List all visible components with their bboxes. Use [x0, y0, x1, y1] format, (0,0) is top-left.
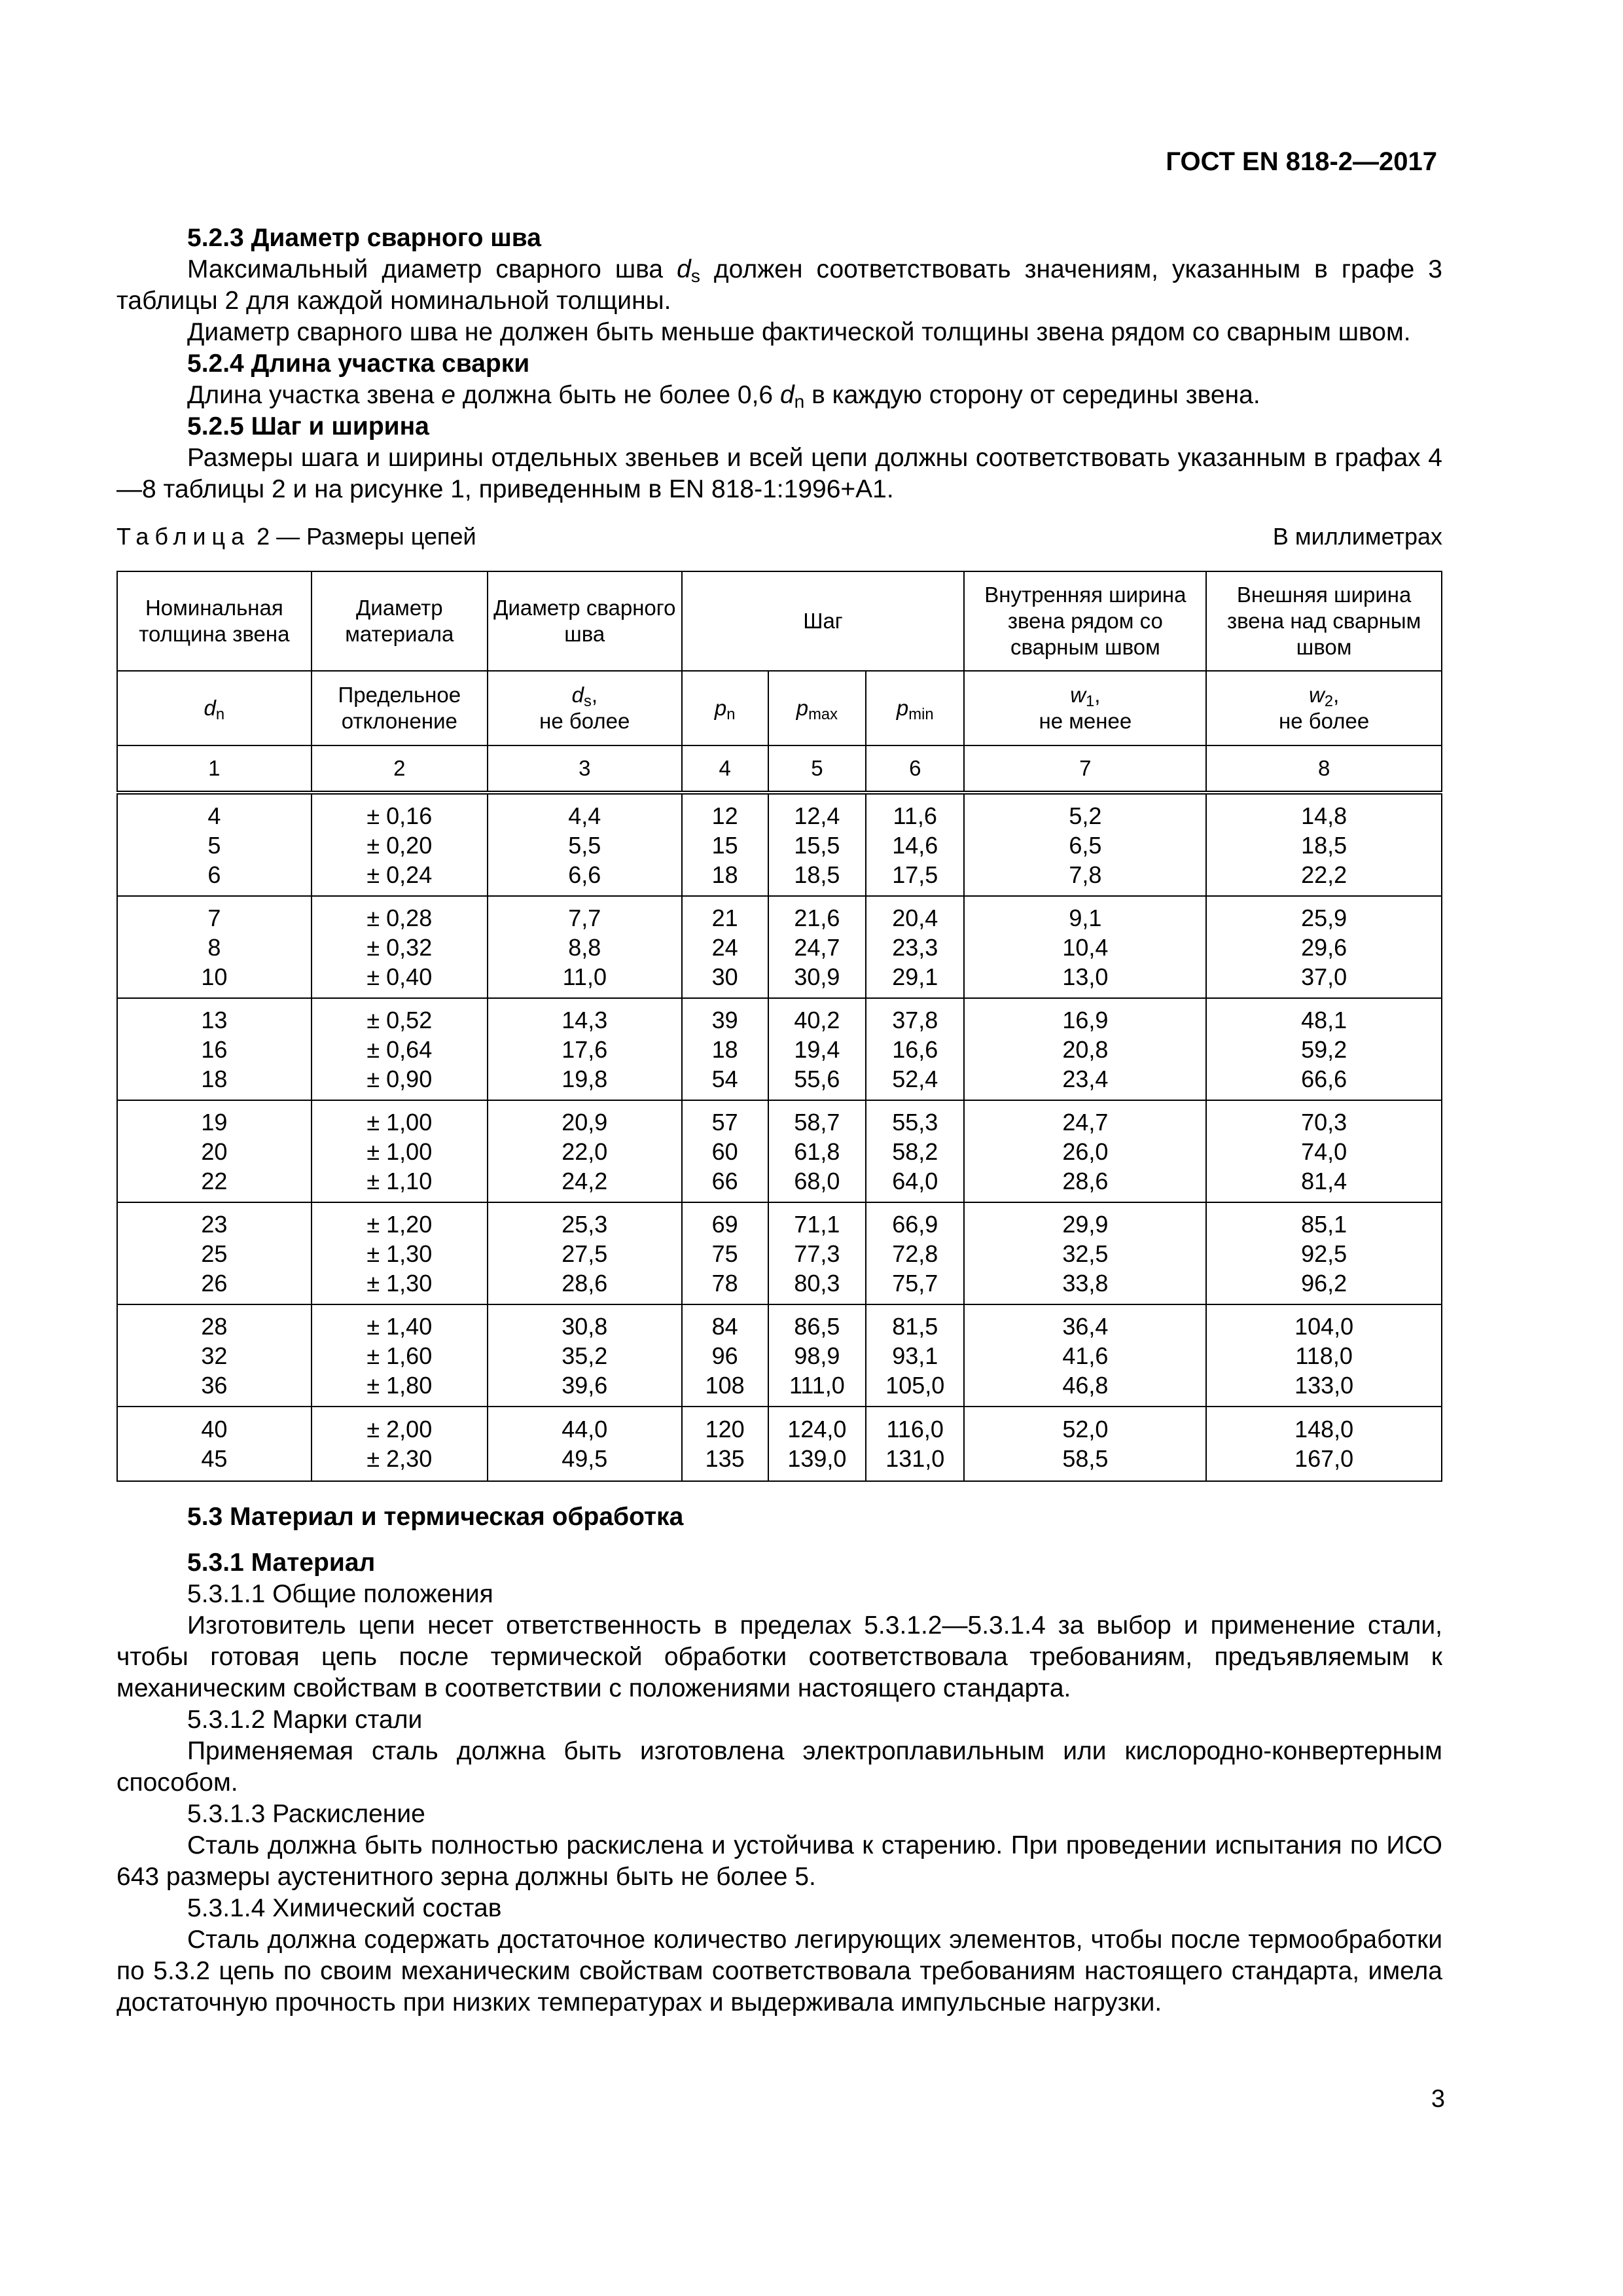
cell-value: 49,5 — [562, 1445, 608, 1472]
cell-value: 23 — [201, 1210, 228, 1238]
table-cell — [682, 793, 768, 896]
subsection-title-5-3-1-2: 5.3.1.2 Марки стали — [187, 1706, 423, 1734]
cell-value: 10,4 — [1062, 933, 1109, 961]
table-cell — [312, 1202, 488, 1304]
table-cell — [312, 896, 488, 998]
cell-value: 80,3 — [794, 1269, 840, 1297]
cell-value: 21,6 — [794, 904, 840, 931]
table-cell — [117, 793, 312, 896]
cell-value: ± 1,30 — [366, 1240, 433, 1267]
cell-value: 139,0 — [787, 1445, 847, 1472]
cell-value: 7,8 — [1069, 861, 1102, 888]
table-cell — [1206, 1304, 1442, 1407]
cell-value: 48,1 — [1301, 1006, 1347, 1033]
cell-value: ± 1,80 — [366, 1371, 433, 1399]
cell-value: 23,4 — [1062, 1065, 1109, 1092]
header-w1: $w_1$, не менее — [964, 671, 1206, 745]
table-cell — [768, 998, 866, 1100]
cell-value: 28,6 — [562, 1269, 608, 1297]
cell-value: 11,0 — [562, 963, 607, 990]
header-dn: $d_n$ — [117, 671, 312, 745]
cell-value: 81,4 — [1301, 1167, 1347, 1194]
cell-value: 72,8 — [892, 1240, 938, 1267]
cell-value: 12,4 — [794, 802, 840, 829]
header-inner-width: Внутренняя ширина звена рядом со сварным швом — [964, 571, 1206, 671]
cell-value: 27,5 — [562, 1240, 608, 1267]
cell-value: 23,3 — [892, 933, 938, 961]
table-cell — [117, 1407, 312, 1481]
cell-value: 69 — [711, 1210, 738, 1238]
cell-value: 28,6 — [1062, 1167, 1109, 1194]
header-ds: $d_s$, не более — [488, 671, 682, 745]
cell-value: 71,1 — [794, 1210, 840, 1238]
cell-value: 28 — [201, 1312, 228, 1340]
header-nominal-thickness: Номинальная толщина звена — [117, 571, 312, 671]
section-5-2-3-paragraph-2: Диаметр сварного шва не должен быть меньше фактической толщины звена рядом со сварным швом. — [187, 318, 1411, 346]
cell-value: 131,0 — [885, 1445, 945, 1472]
cell-value: 14,3 — [562, 1006, 608, 1033]
table-cell — [866, 1304, 964, 1407]
cell-value: 25,3 — [562, 1210, 608, 1238]
cell-value: ± 0,90 — [366, 1065, 433, 1092]
cell-value: ± 2,30 — [366, 1445, 433, 1472]
cell-value: 22,2 — [1301, 861, 1347, 888]
table-cell — [768, 1100, 866, 1202]
cell-value: 39,6 — [562, 1371, 608, 1399]
cell-value: 24,2 — [562, 1167, 608, 1194]
cell-value: 66,6 — [1301, 1065, 1347, 1092]
table-row-group — [117, 1202, 1442, 1304]
table-cell — [866, 896, 964, 998]
cell-value: 36,4 — [1062, 1312, 1109, 1340]
column-number: 3 — [488, 745, 682, 793]
cell-value: 25 — [201, 1240, 228, 1267]
column-number: 2 — [312, 745, 488, 793]
cell-value: ± 2,00 — [366, 1416, 433, 1443]
cell-value: 33,8 — [1062, 1269, 1109, 1297]
cell-value: 14,6 — [892, 831, 938, 859]
header-pmin: $p_{min}$ — [866, 671, 964, 745]
table-cell — [768, 1304, 866, 1407]
table-cell — [117, 1100, 312, 1202]
cell-value: 74,0 — [1301, 1138, 1347, 1165]
header-pn: $p_n$ — [682, 671, 768, 745]
cell-value: 104,0 — [1294, 1312, 1354, 1340]
cell-value: 58,5 — [1062, 1445, 1109, 1472]
table-cell — [117, 1304, 312, 1407]
table-cell — [768, 1407, 866, 1481]
cell-value: 13,0 — [1062, 963, 1109, 990]
cell-value: 135 — [705, 1445, 745, 1472]
cell-value: 5,2 — [1069, 802, 1102, 829]
page-number: 3 — [1431, 2085, 1445, 2113]
cell-value: 4,4 — [568, 802, 601, 829]
table-cell — [682, 1407, 768, 1481]
cell-value: 18 — [711, 1035, 738, 1063]
table-cell — [866, 998, 964, 1100]
table-cell — [312, 1100, 488, 1202]
cell-value: ± 1,20 — [366, 1210, 433, 1238]
table-cell — [682, 1304, 768, 1407]
cell-value: 15,5 — [794, 831, 840, 859]
cell-value: 55,6 — [794, 1065, 840, 1092]
cell-value: 24 — [711, 933, 738, 961]
cell-value: 32,5 — [1062, 1240, 1109, 1267]
table-cell — [312, 998, 488, 1100]
table-cell — [1206, 1100, 1442, 1202]
cell-value: 52,0 — [1062, 1416, 1109, 1443]
cell-value: 124,0 — [787, 1416, 847, 1443]
cell-value: 29,1 — [892, 963, 938, 990]
cell-value: 16,9 — [1062, 1006, 1109, 1033]
cell-value: 19 — [201, 1108, 228, 1136]
cell-value: 120 — [705, 1416, 745, 1443]
cell-value: 148,0 — [1294, 1416, 1354, 1443]
cell-value: 6,6 — [568, 861, 601, 888]
table-row-group — [117, 1407, 1442, 1481]
cell-value: ± 1,00 — [366, 1108, 433, 1136]
cell-value: 6 — [207, 861, 221, 888]
table-cell — [768, 1202, 866, 1304]
cell-value: 18,5 — [794, 861, 840, 888]
cell-value: 75 — [711, 1240, 738, 1267]
cell-value: 116,0 — [886, 1416, 944, 1443]
cell-value: 18 — [201, 1065, 228, 1092]
header-w2: $w_2$, не более — [1206, 671, 1442, 745]
cell-value: 85,1 — [1301, 1210, 1347, 1238]
subsection-title-5-3-1-4: 5.3.1.4 Химический состав — [187, 1894, 502, 1922]
cell-value: 24,7 — [1062, 1108, 1109, 1136]
table-cell — [488, 998, 682, 1100]
cell-value: 35,2 — [562, 1342, 608, 1369]
cell-value: 20 — [201, 1138, 228, 1165]
cell-value: 75,7 — [892, 1269, 938, 1297]
table-cell — [488, 1100, 682, 1202]
cell-value: 41,6 — [1062, 1342, 1109, 1369]
header-outer-width: Внешняя ширина звена над сварным швом — [1206, 571, 1442, 671]
cell-value: 167,0 — [1294, 1445, 1354, 1472]
cell-value: 39 — [711, 1006, 738, 1033]
table-cell — [866, 1407, 964, 1481]
table-cell — [1206, 793, 1442, 896]
cell-value: 6,5 — [1069, 831, 1102, 859]
cell-value: 19,4 — [794, 1035, 840, 1063]
table-cell — [682, 896, 768, 998]
subsection-text-5-3-1-1: Изготовитель цепи несет ответственность в пределах 5.3.1.2—5.3.1.4 за выбор и применение стали, чтобы готовая цепь после термической обработки соответствовала требованиям, предъявляемым к механическим свойствам в соответствии с положениями настоящего стандарта. — [116, 1611, 1442, 1702]
cell-value: 5 — [207, 831, 221, 859]
table-cell — [682, 998, 768, 1100]
section-heading-5-2-3: 5.2.3 Диаметр сварного шва — [187, 224, 541, 252]
table-cell — [682, 1202, 768, 1304]
table-caption-row — [116, 522, 1442, 551]
cell-value: ± 0,32 — [366, 933, 433, 961]
table-cell — [117, 998, 312, 1100]
cell-value: 25,9 — [1301, 904, 1347, 931]
cell-value: 44,0 — [562, 1416, 608, 1443]
cell-value: ± 0,24 — [366, 861, 433, 888]
table-row-group — [117, 1304, 1442, 1407]
document-body — [116, 223, 1442, 2018]
document-code: ГОСТ EN 818-2—2017 — [1166, 147, 1437, 176]
cell-value: 4 — [207, 802, 221, 829]
table-cell — [866, 1202, 964, 1304]
table-cell — [312, 1304, 488, 1407]
cell-value: 10 — [201, 963, 228, 990]
cell-value: 7,7 — [568, 904, 601, 931]
cell-value: 29,6 — [1301, 933, 1347, 961]
cell-value: ± 1,00 — [366, 1138, 433, 1165]
cell-value: 13 — [201, 1006, 228, 1033]
cell-value: 66,9 — [892, 1210, 938, 1238]
cell-value: 93,1 — [892, 1342, 938, 1369]
cell-value: 24,7 — [794, 933, 840, 961]
cell-value: ± 0,52 — [366, 1006, 433, 1033]
cell-value: 54 — [711, 1065, 738, 1092]
cell-value: 19,8 — [562, 1065, 608, 1092]
column-number: 5 — [768, 745, 866, 793]
cell-value: 52,4 — [892, 1065, 938, 1092]
cell-value: 36 — [201, 1371, 228, 1399]
cell-value: 20,9 — [562, 1108, 608, 1136]
cell-value: 78 — [711, 1269, 738, 1297]
cell-value: 70,3 — [1301, 1108, 1347, 1136]
cell-value: 17,5 — [892, 861, 938, 888]
cell-value: 46,8 — [1062, 1371, 1109, 1399]
header-pmax: $p_{max}$ — [768, 671, 866, 745]
cell-value: 64,0 — [892, 1167, 938, 1194]
table-cell — [312, 793, 488, 896]
table-cell — [488, 793, 682, 896]
cell-value: 21 — [711, 904, 738, 931]
cell-value: 29,9 — [1062, 1210, 1109, 1238]
cell-value: 17,6 — [562, 1035, 608, 1063]
subsection-title-5-3-1-1: 5.3.1.1 Общие положения — [187, 1580, 493, 1608]
table-row-group — [117, 793, 1442, 896]
table-cell — [964, 998, 1206, 1100]
cell-value: 81,5 — [892, 1312, 938, 1340]
cell-value: 58,2 — [892, 1138, 938, 1165]
cell-value: 12 — [711, 802, 738, 829]
section-5-2-5-paragraph: Размеры шага и ширины отдельных звеньев и всей цепи должны соответствовать указанным в графах 4—8 таблицы 2 и на рисунке 1, приведенным в EN 818-1:1996+A1. — [116, 444, 1442, 503]
cell-value: 20,4 — [892, 904, 938, 931]
cell-value: 16,6 — [892, 1035, 938, 1063]
table-row-group — [117, 998, 1442, 1100]
cell-value: 105,0 — [885, 1371, 945, 1399]
cell-value: 96,2 — [1301, 1269, 1347, 1297]
cell-value: 133,0 — [1294, 1371, 1354, 1399]
cell-value: 59,2 — [1301, 1035, 1347, 1063]
cell-value: 96 — [711, 1342, 738, 1369]
cell-value: 20,8 — [1062, 1035, 1109, 1063]
cell-value: 14,8 — [1301, 802, 1347, 829]
subsection-text-5-3-1-2: Применяемая сталь должна быть изготовлена электроплавильным или кислородно-конвертерным способом. — [116, 1737, 1442, 1797]
cell-value: 32 — [201, 1342, 228, 1369]
cell-value: 84 — [711, 1312, 738, 1340]
header-tolerance: Предельное отклонение — [312, 671, 488, 745]
table-cell — [768, 793, 866, 896]
cell-value: ± 1,30 — [366, 1269, 433, 1297]
cell-value: 26,0 — [1062, 1138, 1109, 1165]
table-cell — [768, 896, 866, 998]
table-cell — [682, 1100, 768, 1202]
table-cell — [312, 1407, 488, 1481]
table-caption: Таблица 2 — Размеры цепей — [116, 523, 476, 550]
cell-value: ± 1,40 — [366, 1312, 433, 1340]
cell-value: 7 — [207, 904, 221, 931]
table-cell — [964, 1100, 1206, 1202]
table-cell — [488, 1202, 682, 1304]
cell-value: 77,3 — [794, 1240, 840, 1267]
cell-value: 30 — [711, 963, 738, 990]
cell-value: 18,5 — [1301, 831, 1347, 859]
column-number: 7 — [964, 745, 1206, 793]
cell-value: 8,8 — [568, 933, 601, 961]
cell-value: ± 0,40 — [366, 963, 433, 990]
column-number: 6 — [866, 745, 964, 793]
section-5-3 — [116, 1501, 1442, 2018]
cell-value: 61,8 — [794, 1138, 840, 1165]
header-material-diameter: Диаметр материала — [312, 571, 488, 671]
cell-value: 22 — [201, 1167, 228, 1194]
table-cell — [117, 896, 312, 998]
column-number: 4 — [682, 745, 768, 793]
cell-value: 5,5 — [568, 831, 601, 859]
cell-value: 11,6 — [893, 802, 937, 829]
table-cell — [866, 1100, 964, 1202]
section-5-2-4-paragraph: Длина участка звена e должна быть не более 0,6 $d_n$ в каждую сторону от середины звена. — [187, 381, 1260, 412]
table-cell — [1206, 998, 1442, 1100]
cell-value: ± 1,60 — [366, 1342, 433, 1369]
cell-value: 9,1 — [1069, 904, 1102, 931]
table-body — [117, 793, 1442, 1481]
column-number: 8 — [1206, 745, 1442, 793]
table-cell — [1206, 1407, 1442, 1481]
chain-dimensions-table — [116, 571, 1442, 1482]
section-heading-5-3: 5.3 Материал и термическая обработка — [187, 1503, 684, 1531]
cell-value: 18 — [711, 861, 738, 888]
section-heading-5-2-5: 5.2.5 Шаг и ширина — [187, 412, 429, 440]
cell-value: ± 0,16 — [366, 802, 433, 829]
cell-value: 68,0 — [794, 1167, 840, 1194]
column-number: 1 — [117, 745, 312, 793]
subsection-text-5-3-1-3: Сталь должна быть полностью раскислена и устойчива к старению. При проведении испытания по ИСО 643 размеры аустенитного зерна должны быть не более 5. — [116, 1831, 1442, 1891]
cell-value: 98,9 — [794, 1342, 840, 1369]
table-units: В миллиметрах — [1272, 523, 1442, 550]
table-cell — [1206, 896, 1442, 998]
table-cell — [488, 896, 682, 998]
section-5-2-3-paragraph-1: Максимальный диаметр сварного шва $d_s$ должен соответствовать значениям, указанным в графе 3 таблицы 2 для каждой номинальной толщины. — [116, 255, 1442, 315]
cell-value: 37,8 — [892, 1006, 938, 1033]
cell-value: 55,3 — [892, 1108, 938, 1136]
cell-value: 30,8 — [562, 1312, 608, 1340]
header-weld-diameter: Диаметр сварного шва — [488, 571, 682, 671]
table-cell — [1206, 1202, 1442, 1304]
table-cell — [866, 793, 964, 896]
section-heading-5-2-4: 5.2.4 Длина участка сварки — [187, 350, 530, 378]
header-pitch: Шаг — [682, 571, 965, 671]
cell-value: 86,5 — [794, 1312, 840, 1340]
table-row-group — [117, 896, 1442, 998]
cell-value: ± 0,20 — [366, 831, 433, 859]
cell-value: 66 — [711, 1167, 738, 1194]
cell-value: 22,0 — [562, 1138, 608, 1165]
subsection-title-5-3-1-3: 5.3.1.3 Раскисление — [187, 1800, 425, 1828]
section-heading-5-3-1: 5.3.1 Материал — [187, 1549, 376, 1577]
cell-value: 16 — [201, 1035, 228, 1063]
cell-value: 45 — [201, 1445, 228, 1472]
cell-value: 92,5 — [1301, 1240, 1347, 1267]
table-cell — [488, 1304, 682, 1407]
cell-value: 40 — [201, 1416, 228, 1443]
cell-value: 111,0 — [789, 1371, 845, 1399]
cell-value: 58,7 — [794, 1108, 840, 1136]
cell-value: 57 — [711, 1108, 738, 1136]
cell-value: 40,2 — [794, 1006, 840, 1033]
cell-value: 8 — [207, 933, 221, 961]
cell-value: 60 — [711, 1138, 738, 1165]
cell-value: 30,9 — [794, 963, 840, 990]
cell-value: ± 0,64 — [366, 1035, 433, 1063]
cell-value: ± 1,10 — [366, 1167, 433, 1194]
table-row-group — [117, 1100, 1442, 1202]
table-cell — [964, 1304, 1206, 1407]
cell-value: 26 — [201, 1269, 228, 1297]
cell-value: 118,0 — [1295, 1342, 1353, 1369]
cell-value: 108 — [705, 1371, 745, 1399]
table-cell — [964, 793, 1206, 896]
table-cell — [964, 1407, 1206, 1481]
table-cell — [117, 1202, 312, 1304]
table-cell — [964, 1202, 1206, 1304]
subsection-text-5-3-1-4: Сталь должна содержать достаточное количество легирующих элементов, чтобы после термообработки по 5.3.2 цепь по своим механическим свойствам соответствовала требованиям настоящего стандарта, имела достаточную прочность при низких температурах и выдерживала импульсные нагрузки. — [116, 1926, 1442, 2017]
table-cell — [964, 896, 1206, 998]
cell-value: 37,0 — [1301, 963, 1347, 990]
cell-value: ± 0,28 — [366, 904, 433, 931]
cell-value: 15 — [711, 831, 738, 859]
table-cell — [488, 1407, 682, 1481]
